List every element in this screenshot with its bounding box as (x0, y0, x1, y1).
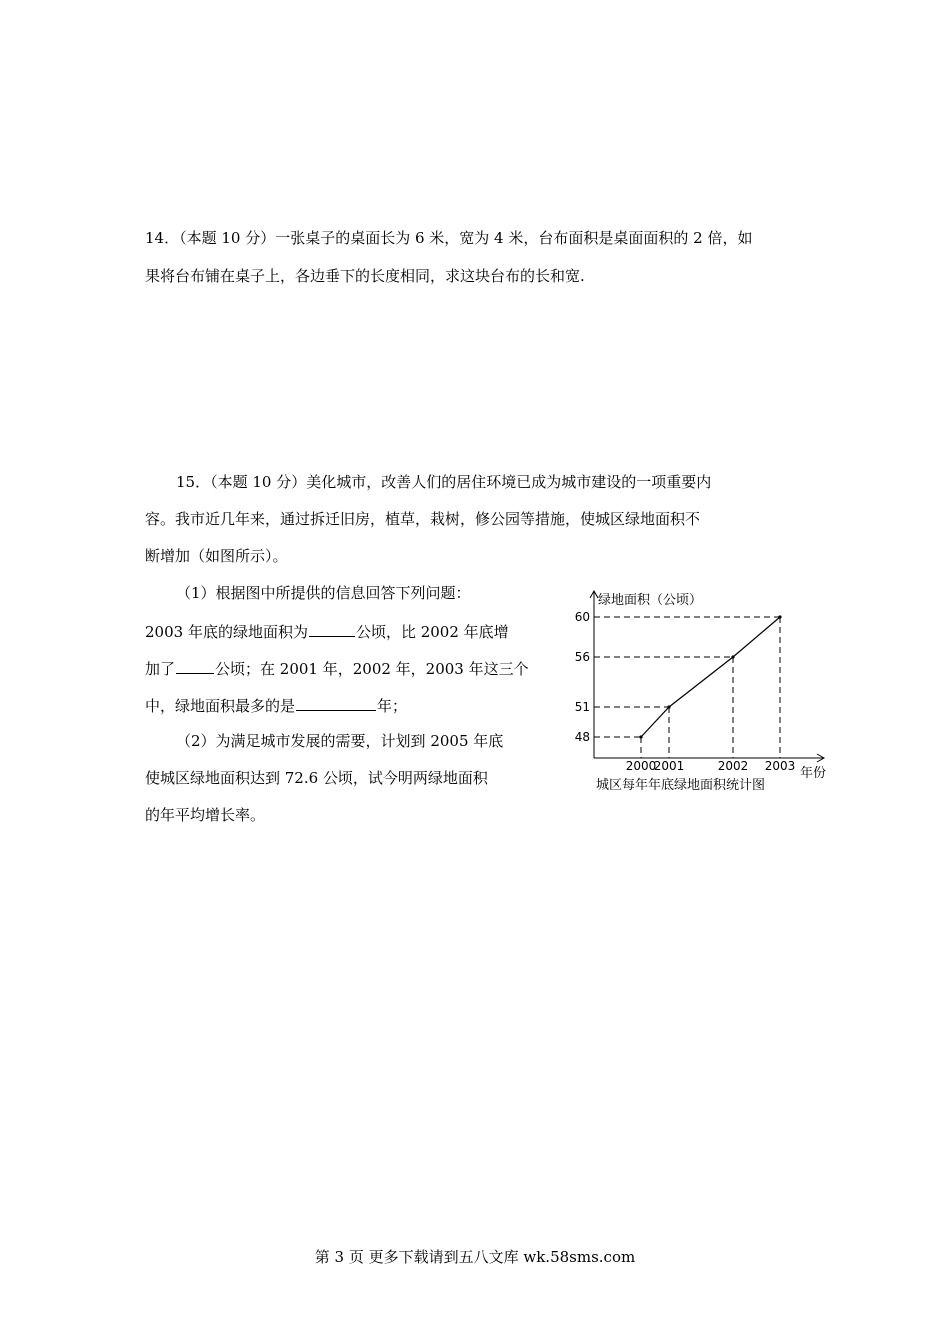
y-axis-label: 绿地面积（公顷） (598, 593, 703, 608)
y-tick-label: 51 (574, 700, 590, 714)
chart-title: 城区每年年底绿地面积统计图 (596, 778, 766, 793)
data-point-2001 (667, 705, 670, 708)
q15-part1-text-a: 2003 年底的绿地面积为 (145, 623, 308, 641)
q15-part1-text-b: 公顷，比 2002 年底增 (355, 623, 509, 641)
x-tick-label: 2003 (764, 759, 796, 773)
y-tick-label: 60 (574, 610, 590, 624)
series-line (641, 617, 780, 737)
q15-line-3: 断增加（如图所示）。 (145, 547, 288, 565)
answer-blank-3[interactable] (296, 694, 376, 711)
q14-line-1: 14．（本题 10 分）一张桌子的桌面长为 6 米，宽为 4 米，台布面积是桌面面积的 2 倍，如 (145, 229, 753, 247)
answer-blank-1[interactable] (309, 620, 355, 637)
q15-part1-line-3 (145, 657, 529, 679)
q15-part2-line-3: 的年平均增长率。 (145, 806, 266, 824)
data-point-2003 (778, 615, 781, 618)
q15-part1-text-e: 中，绿地面积最多的是 (145, 697, 296, 715)
x-tick-label: 2002 (717, 759, 749, 773)
q15-part1-line-4 (145, 694, 407, 716)
q15-part1-line-1: （1）根据图中所提供的信息回答下列问题： (176, 584, 471, 602)
q14-line-2: 果将台布铺在桌子上，各边垂下的长度相同，求这块台布的长和宽. (145, 267, 585, 285)
y-tick-label: 48 (574, 730, 590, 744)
q15-part2-line-2: 使城区绿地面积达到 72.6 公顷，试今明两绿地面积 (145, 769, 488, 787)
q15-part1-text-d: 公顷；在 2001 年，2002 年，2003 年这三个 (215, 660, 529, 678)
q15-part1-text-c: 加了 (145, 660, 176, 678)
q15-part1-line-2 (145, 620, 509, 642)
q15-part2-line-1: （2）为满足城市发展的需要，计划到 2005 年底 (176, 732, 504, 750)
chart-tick-labels (575, 610, 796, 773)
x-tick-label: 2001 (653, 759, 685, 773)
x-axis-label: 年份 (800, 766, 827, 781)
y-tick-label: 56 (574, 650, 590, 664)
chart-guide-lines (594, 617, 780, 758)
data-point-2002 (731, 655, 734, 658)
q15-line-2: 容。我市近几年来，通过拆迁旧房，植草，栽树，修公园等措施，使城区绿地面积不 (145, 510, 701, 528)
q15-part1-text-f: 年； (377, 697, 408, 715)
q15-line-1: 15．（本题 10 分）美化城市，改善人们的居住环境已成为城市建设的一项重要内 (176, 473, 712, 491)
green-area-line-chart (560, 580, 835, 798)
data-point-2000 (639, 735, 642, 738)
answer-blank-2[interactable] (176, 657, 214, 674)
x-tick-label: 2000 (625, 759, 657, 773)
page-footer: 第 3 页 更多下载请到五八文库 wk.58sms.com (314, 1248, 636, 1266)
